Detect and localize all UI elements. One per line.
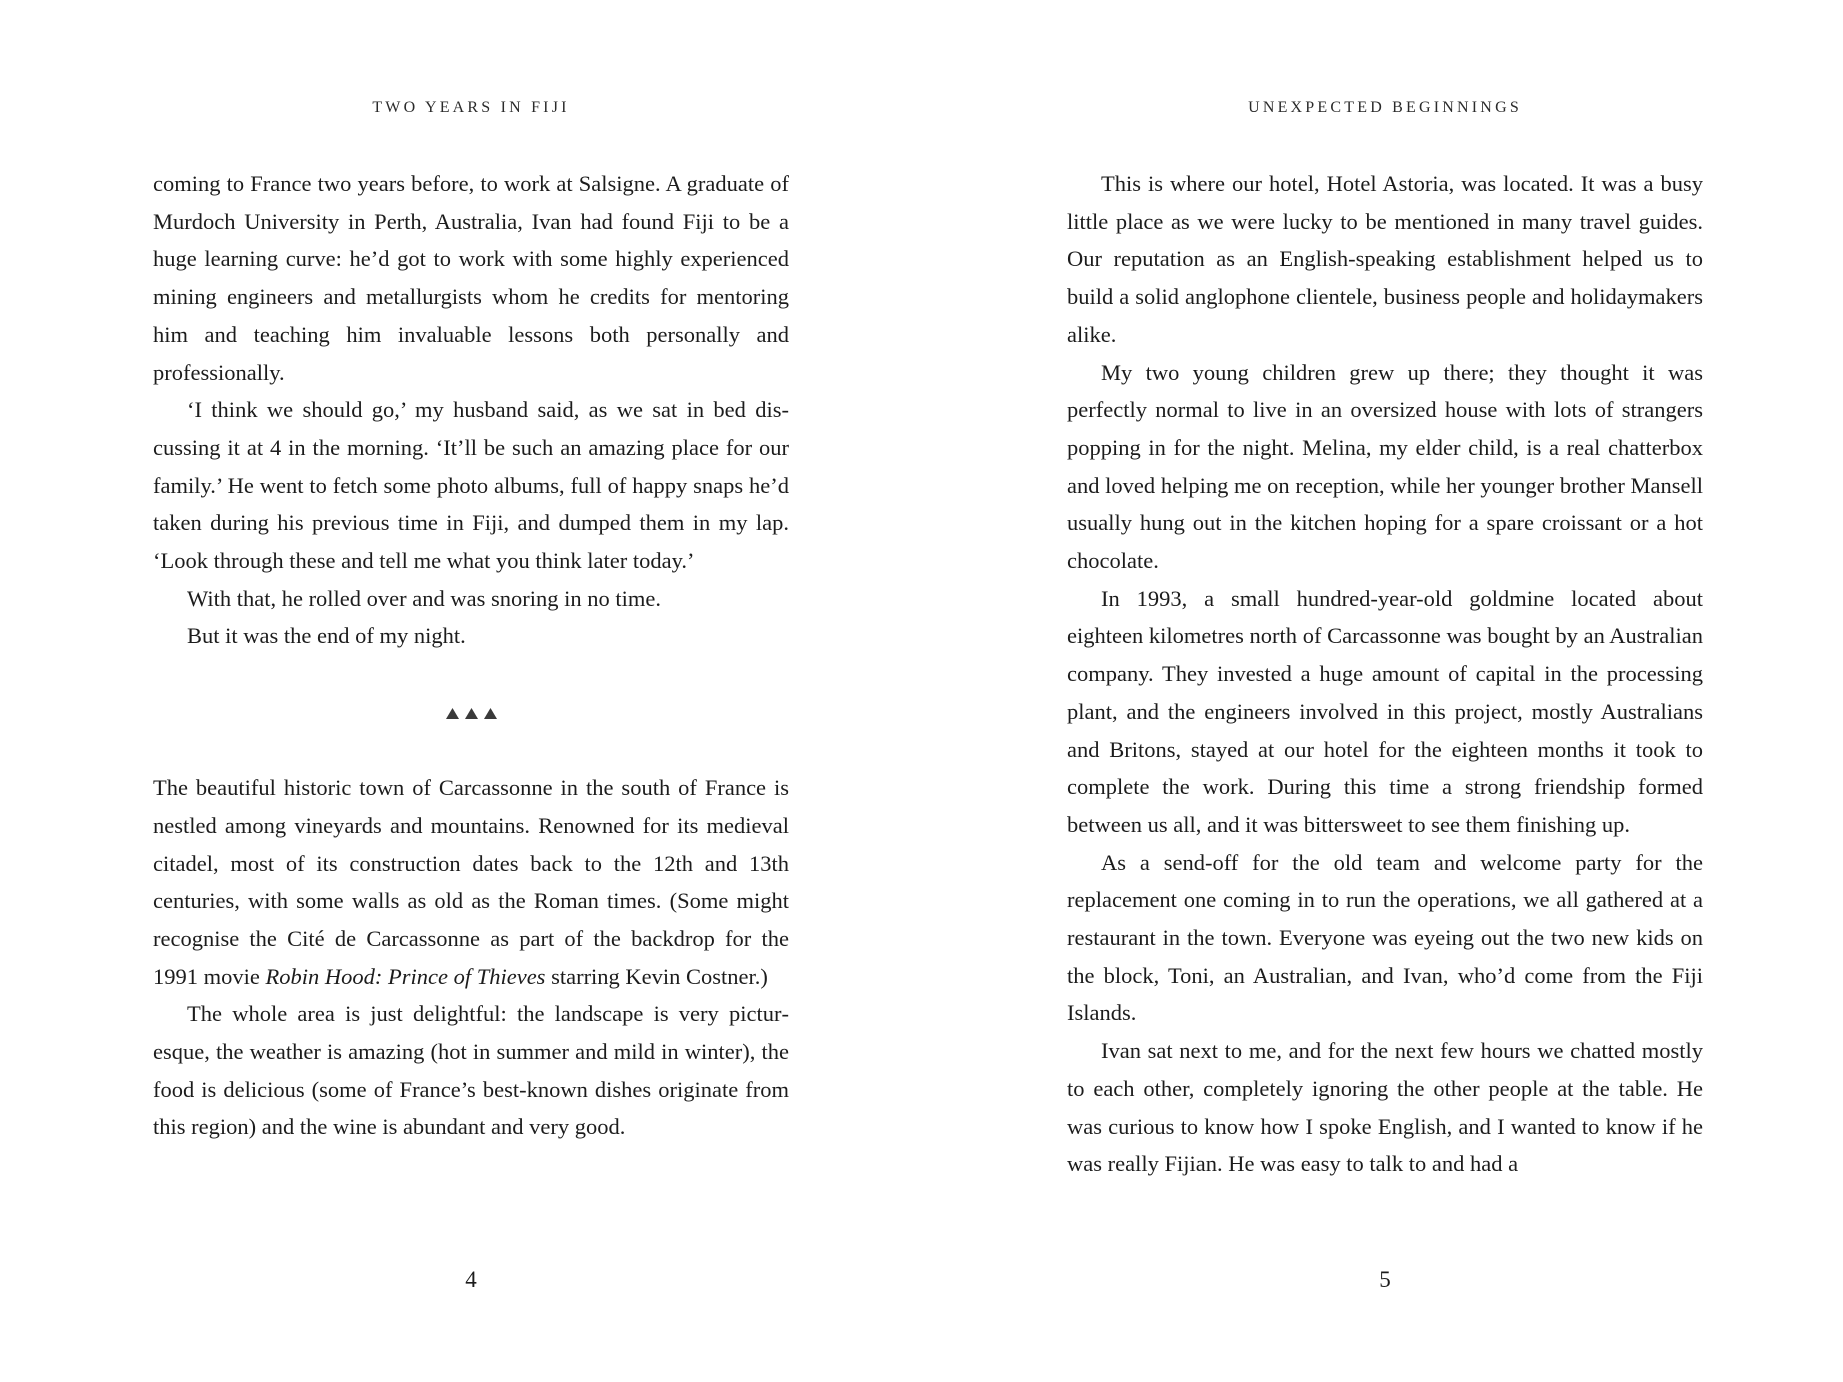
paragraph: As a send-off for the old team and welcome party for the replacement one coming in to run the operations, we all gathered at a restaurant in the town. Everyone was eyeing out the two new kids on the block, Toni, an Australian, and Ivan, who’d come from the Fiji Islands.	[1067, 849, 1703, 1026]
page-number-right: 5	[1379, 1267, 1391, 1292]
paragraph: coming to France two years before, to work at Salsigne. A graduate of Murdoch University in Perth, Australia, Ivan had found Fiji to be a huge learning curve: he’d got to work with some highly experienced mining engineers and metallurgists whom he credits for mentoring him and teaching him invaluable lessons both personally and professionally.	[153, 171, 789, 385]
paragraph	[153, 769, 789, 995]
paragraph: But it was the end of my night.	[187, 623, 466, 649]
paragraph: This is where our hotel, Hotel Astoria, was located. It was a busy little place as we were lucky to be mentioned in many travel guides. Our reputation as an English-speaking establishment helped us to build a solid anglophone clientele, business people and holidaymakers alike.	[1067, 171, 1703, 347]
page-number-left: 4	[465, 1267, 477, 1292]
right-page	[1067, 0, 1703, 1382]
running-head-right: UNEXPECTED BEGINNINGS	[1248, 99, 1522, 116]
left-page-body	[153, 165, 789, 1146]
right-page-body	[1067, 165, 1703, 1183]
paragraph: The whole area is just delightful: the landscape is very picturesque, the weather is amazing (hot in summer and mild in winter), the food is delicious (some of France’s best-known dishes originate from this region) and the wine is abundant and very good.	[153, 1001, 789, 1140]
paragraph-text: starring Kevin Costner.)	[545, 963, 768, 989]
paragraph: Ivan sat next to me, and for the next few hours we chatted mostly to each other, completely ignoring the other people at the table. He was curious to know how I spoke English, and I wanted to know if he was really Fijian. He was easy to talk to and had a	[1067, 1038, 1703, 1177]
triangle-ornament-icon	[465, 708, 478, 719]
section-break	[153, 655, 789, 769]
film-title: Robin Hood: Prince of Thieves	[265, 963, 546, 989]
paragraph: ‘I think we should go,’ my husband said, as we sat in bed discussing it at 4 in the morning. ‘It’ll be such an amazing place for our family.’ He went to fetch some photo albums, full of happy snaps he’d taken during his previous time in Fiji, and dumped them in my lap. ‘Look through these and tell me what you think later today.’	[153, 397, 789, 574]
paragraph: With that, he rolled over and was snoring in no time.	[187, 585, 661, 611]
paragraph: In 1993, a small hundred-year-old goldmine located about eighteen kilometres north of Carcassonne was bought by an Australian company. They invested a huge amount of capital in the processing plant, and the engineers involved in this project, mostly Australians and Britons, stayed at our hotel for the eighteen months it took to complete the work. During this time a strong friendship formed between us all, and it was bittersweet to see them finishing up.	[1067, 585, 1703, 837]
triangle-ornament-icon	[446, 708, 459, 719]
running-head-left: TWO YEARS IN FIJI	[372, 99, 570, 116]
triangle-ornament-icon	[484, 708, 497, 719]
paragraph-text: The beautiful historic town of Carcassonne in the south of France is nestled among vineyards and mountains. Renowned for its medieval citadel, most of its construction dates back to the 12th and 13th centuries, with some walls as old as the Roman times. (Some might recognise the Cité de Carcassonne as part of the backdrop for the 1991 movie	[153, 775, 789, 989]
left-page	[153, 0, 789, 1382]
paragraph: My two young children grew up there; they thought it was perfectly normal to live in an oversized house with lots of strangers popping in for the night. Melina, my elder child, is a real chatterbox and loved helping me on reception, while her younger brother Mansell usually hung out in the kitchen hoping for a spare croissant or a hot chocolate.	[1067, 359, 1703, 574]
